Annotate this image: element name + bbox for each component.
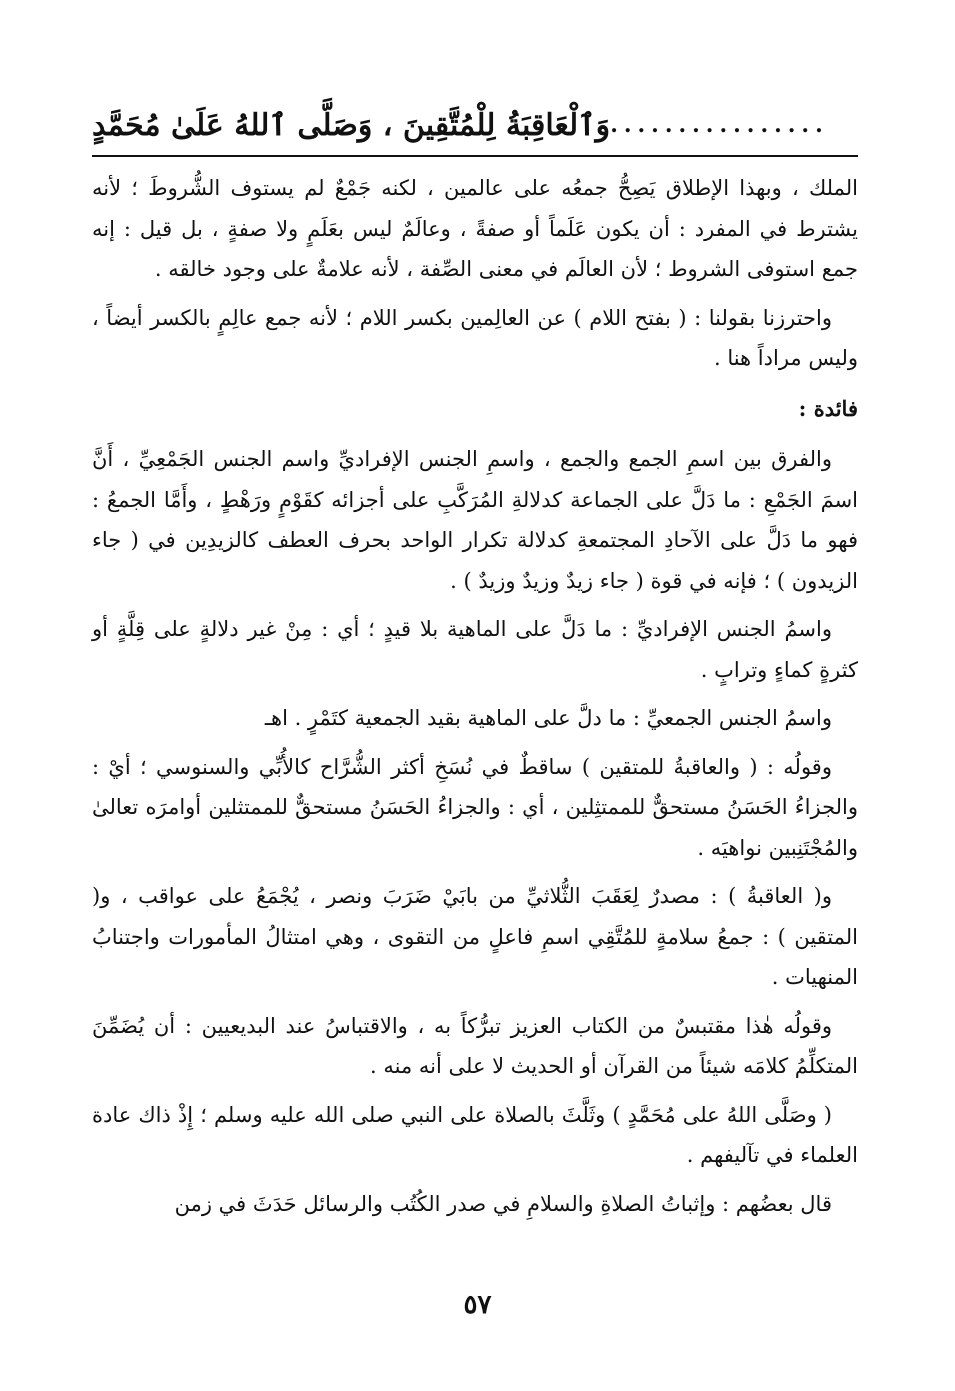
paragraph: واسمُ الجنس الجمعيِّ : ما دلَّ على الماهية بقيد الجمعية كتَمْرٍ . اهـ: [264, 706, 832, 730]
paragraph: وقولُه : ( والعاقبةُ للمتقين ) ساقطٌ في نُسَخِ أكثر الشُّرَّاح كالأُبِّي والسنوسي ؛ أيْ : والجزاءُ الحَسَنُ مستحقٌّ للممتثِلين ، أي : والجزاءُ الحَسَنُ مستحقٌّ للممتثلين أوامرَه تعالىٰ والمُجْتَنِبين نواهيَه .: [92, 754, 858, 860]
paragraph: قال بعضُهم : وإثباتُ الصلاةِ والسلامِ في صدر الكُتُب والرسائل حَدَثَ في زمن: [174, 1191, 832, 1216]
paragraph: والفرق بين اسمِ الجمع والجمع ، واسمِ الجنس الإفراديِّ واسم الجنس الجَمْعِيِّ ، أَنَّ اسمَ الجَمْعِ : ما دَلَّ على الجماعة كدلالةِ المُرَكَّبِ على أجزائه كقَوْمٍ ورَهْطٍ ، وأَمَّا الجمعُ : فهو ما دَلَّ على الآحادِ المجتمعةِ كدلالة تكرار الواحد بحرف العطف كالزيدِين في ( جاء الزيدون ) ؛ فإنه في قوة ( جاء زيدٌ وزيدٌ وزيدٌ ) .: [92, 447, 858, 593]
running-header: [92, 88, 858, 144]
paragraph: و( العاقبةُ ) : مصدرٌ لِعَقَبَ الثُّلاثيِّ من بابَيْ ضَرَبَ ونصر ، يُجْمَعُ على عواقب ، و( المتقين ) : جمعُ سلامةٍ للمُتَّقِي اسمِ فاعلٍ من التقوى ، وهي امتثالُ المأمورات واجتنابُ المنهيات .: [92, 884, 859, 989]
section-heading: فائدة :: [798, 395, 858, 421]
header-rule: [92, 155, 858, 157]
body-text: [92, 168, 858, 1232]
header-title: وَٱلْعَاقِبَةُ لِلْمُتَّقِينَ ، وَصَلَّى ٱللهُ عَلَىٰ مُحَمَّدٍ: [92, 108, 611, 143]
paragraph: الملك ، وبهذا الإطلاق يَصِحُّ جمعُه على عالمين ، لكنه جَمْعٌ لم يستوف الشُّروطَ ؛ لأنه يشترط في المفرد : أن يكون عَلَماً أو صفةً ، وعالَمٌ ليس بعَلَمٍ ولا صفةٍ ، بل قيل : إنه جمع استوفى الشروط ؛ لأن العالَم في معنى الصِّفة ، لأنه علامةٌ على وجود خالقه .: [92, 176, 858, 281]
page-number: ٥٧: [463, 1290, 492, 1320]
paragraph: ( وصَلَّى اللهُ على مُحَمَّدٍ ) وثَلَّثَ بالصلاة على النبي صلى الله عليه وسلم ؛ إِذْ ذاك عادة العلماء في تآليفهم .: [92, 1102, 858, 1167]
paragraph: وقولُه هٰذا مقتبسٌ من الكتاب العزيز تبرُّكاً به ، والاقتباسُ عند البديعيين : أن يُضَمِّنَ المتكلِّمُ كلامَه شيئاً من القرآن أو الحديث لا على أنه منه .: [92, 1013, 858, 1078]
header-dots: ................: [610, 112, 829, 138]
paragraph: واسمُ الجنس الإفراديِّ : ما دَلَّ على الماهية بلا قيدٍ ؛ أي : مِنْ غير دلالةٍ على قِلَّةٍ أو كثرةٍ كماءٍ وترابٍ .: [92, 617, 858, 682]
paragraph: واحترزنا بقولنا : ( بفتح اللام ) عن العالِمين بكسر اللام ؛ لأنه جمع عالِمٍ بالكسر أيضاً ، وليس مراداً هنا .: [92, 305, 858, 370]
